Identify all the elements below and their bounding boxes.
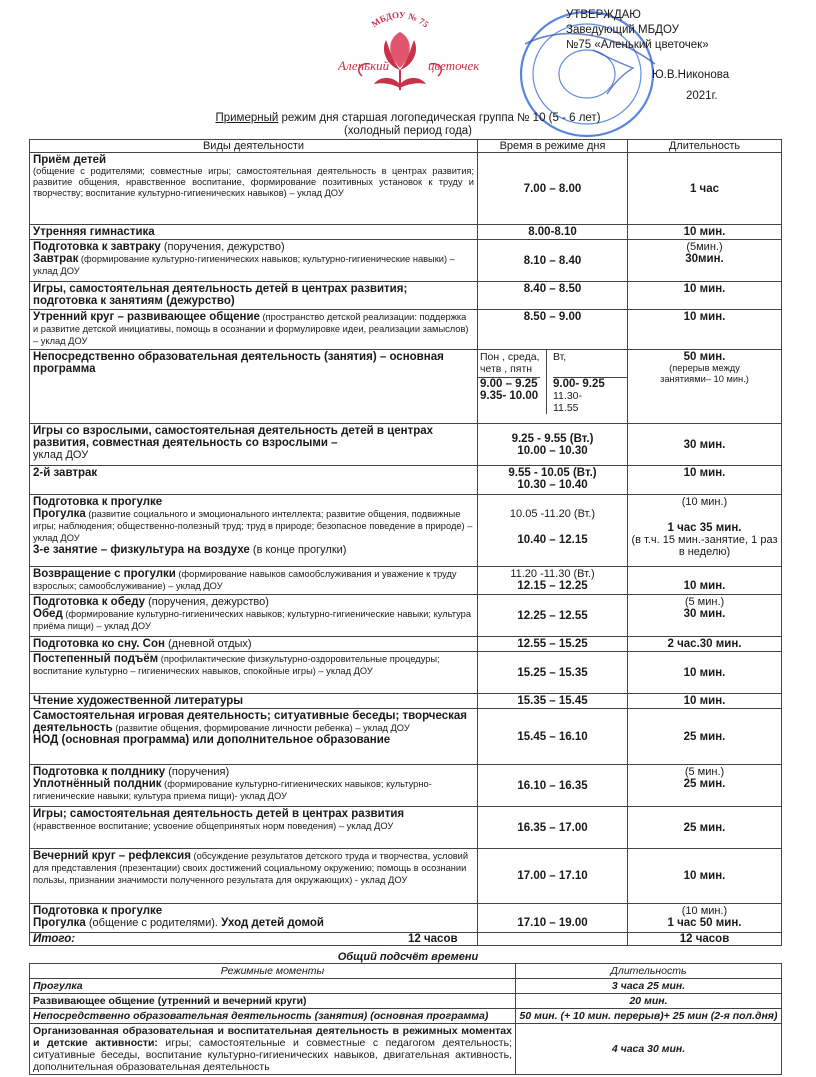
total-row xyxy=(30,933,782,946)
duration-cell: 10 мин. xyxy=(628,466,782,495)
time-cell: 8.50 – 9.00 xyxy=(478,310,628,350)
approval-position: Заведующий МБДОУ xyxy=(566,24,679,36)
activity-cell: Утренний круг – развивающее общение (пространство детской реализации: поддержка и развитие детской инициативы, помощь в осознании и формулировке идеи, реализации замыслов) – уклад ДОУ xyxy=(30,310,478,350)
duration-cell: 1 час xyxy=(628,153,782,225)
duration-cell: (5 мин.) 25 мин. xyxy=(628,765,782,807)
activity-cell: 2-й завтрак xyxy=(30,466,478,495)
duration-cell: 25 мин. xyxy=(628,709,782,765)
summary-header-row xyxy=(30,964,782,979)
table-row xyxy=(30,567,782,595)
document-subtitle: (холодный период года) xyxy=(343,125,473,137)
time-cell: 15.45 – 16.10 xyxy=(478,709,628,765)
days-group-b: Вт, xyxy=(553,350,627,378)
lesson-time: 9.00 – 9.25 xyxy=(480,378,538,390)
time-cell: 15.35 – 15.45 xyxy=(478,694,628,709)
table-row xyxy=(30,904,782,933)
duration-cell: 10 мин. xyxy=(628,310,782,350)
table-row xyxy=(30,310,782,350)
time-cell xyxy=(478,350,628,424)
duration-cell: 10 мин. xyxy=(628,849,782,904)
duration-cell: 25 мин. xyxy=(628,807,782,849)
time-cell: 16.10 – 16.35 xyxy=(478,765,628,807)
approval-org: №75 «Аленький цветочек» xyxy=(566,39,709,51)
lesson-time: 11.55 xyxy=(553,402,579,414)
lesson-time: 9.35- 10.00 xyxy=(480,390,539,402)
table-row xyxy=(30,240,782,282)
activity-cell: Приём детей (общение с родителями; совместные игры; самостоятельная деятельность в центрах развития; развитие общения, нравственное воспитание, формирование позитивных установок к труду и творчеству; воспитание культурно-гигиенических навыков) – уклад ДОУ xyxy=(30,153,478,225)
activity-cell: Возвращение с прогулки (формирование навыков самообслуживания и уважение к труду взрослых; самообслуживание) – уклад ДОУ xyxy=(30,567,478,595)
table-header-row xyxy=(30,140,782,153)
summary-title: Общий подсчёт времени xyxy=(337,951,479,963)
header-duration: Длительность xyxy=(628,140,782,153)
table-row xyxy=(30,153,782,225)
time-cell: 17.00 – 17.10 xyxy=(478,849,628,904)
duration-cell: 10 мин. xyxy=(628,567,782,595)
time-cell: 7.00 – 8.00 xyxy=(478,153,628,225)
time-cell: 8.40 – 8.50 xyxy=(478,282,628,310)
duration-cell: 10 мин. xyxy=(628,694,782,709)
duration-cell: 10 мин. xyxy=(628,225,782,240)
schedule-table xyxy=(29,139,782,946)
summary-header-moments: Режимные моменты xyxy=(30,964,516,979)
table-row xyxy=(30,765,782,807)
table-row xyxy=(30,466,782,495)
svg-text:цветочек: цветочек xyxy=(428,58,480,73)
time-cell: 9.25 - 9.55 (Вт.) 10.00 – 10.30 xyxy=(478,424,628,466)
activity-cell: Подготовка к прогулке Прогулка (общение с родителями). Уход детей домой xyxy=(30,904,478,933)
time-cell: 15.25 – 15.35 xyxy=(478,652,628,694)
table-row xyxy=(30,282,782,310)
table-row xyxy=(30,225,782,240)
total-time: 12 часов xyxy=(408,933,458,945)
activity-cell: Подготовка ко сну. Сон (дневной отдых) xyxy=(30,637,478,652)
duration-cell: (5 мин.) 30 мин. xyxy=(628,595,782,637)
activity-cell: Игры, самостоятельная деятельность детей в центрах развития; подготовка к занятиям (дежурство) xyxy=(30,282,478,310)
total-duration: 12 часов xyxy=(628,933,782,946)
activity-cell: Непосредственно образовательная деятельность (занятия) – основная программа xyxy=(30,350,478,424)
svg-text:Аленький: Аленький xyxy=(338,58,390,73)
duration-cell: 10 мин. xyxy=(628,282,782,310)
table-row xyxy=(30,637,782,652)
activity-cell: Постепенный подъём (профилактические физкультурно-оздоровительные процедуры; воспитание культурно – гигиенических навыков, спокойные игры) – уклад ДОУ xyxy=(30,652,478,694)
days-group-a: Пон , среда, четв , пятн xyxy=(478,350,540,378)
table-row xyxy=(30,849,782,904)
activity-cell: Игры со взрослыми, самостоятельная деятельность детей в центрах развития, совместная деятельность со взрослыми – уклад ДОУ xyxy=(30,424,478,466)
summary-row: Организованная образовательная и воспитательная деятельность в режимных моментах и детские активности: игры; самостоятельные и совместные с педагогом деятельность; ситуативные беседы, воспитание культурно-гигиенических навыков, двигательная активность, дополнительная образовательная деятельность 4 часа 30 мин. xyxy=(30,1024,782,1075)
time-cell: 9.55 - 10.05 (Вт.) 10.30 – 10.40 xyxy=(478,466,628,495)
activity-cell: Подготовка к прогулке Прогулка (развитие социального и эмоционального интеллекта; развитие общения, подвижные игры; наблюдения; общественно-полезный труд; труд в природе; безопасное поведение в природе) – уклад ДОУ 3-е занятие – физкультура на воздухе (в конце прогулки) xyxy=(30,495,478,567)
duration-cell: 30 мин. xyxy=(628,424,782,466)
approval-signature: Ю.В.Никонова xyxy=(652,69,730,81)
time-cell: 17.10 – 19.00 xyxy=(478,904,628,933)
activity-cell: Утренняя гимнастика xyxy=(30,225,478,240)
lesson-times-table xyxy=(478,350,627,414)
summary-row: Прогулка 3 часа 25 мин. xyxy=(30,979,782,994)
time-cell: 12.25 – 12.55 xyxy=(478,595,628,637)
table-row xyxy=(30,595,782,637)
summary-header-duration: Длительность xyxy=(516,964,782,979)
activity-cell: Игры; самостоятельная деятельность детей в центрах развития (нравственное воспитание; усвоение общепринятых норм поведения) – уклад ДОУ xyxy=(30,807,478,849)
table-row xyxy=(30,709,782,765)
approval-block xyxy=(566,8,729,104)
table-row xyxy=(30,694,782,709)
time-cell: 11.20 -11.30 (Вт.) 12.15 – 12.25 xyxy=(478,567,628,595)
duration-cell: (10 мин.) 1 час 35 мин. (в т.ч. 15 мин.-занятие, 1 раз в неделю) xyxy=(628,495,782,567)
approval-title: УТВЕРЖДАЮ xyxy=(566,9,641,21)
summary-row: Развивающее общение (утренний и вечерний круги) 20 мин. xyxy=(30,994,782,1009)
time-cell: 12.55 – 15.25 xyxy=(478,637,628,652)
document-title: Примерный режим дня старшая логопедическая группа № 10 (5 - 6 лет) xyxy=(215,112,601,124)
table-row xyxy=(30,350,782,424)
kindergarten-logo-icon xyxy=(300,4,500,104)
duration-cell: 10 мин. xyxy=(628,652,782,694)
activity-cell: Подготовка к обеду (поручения, дежурство) Обед (формирование культурно-гигиенических навыков; культурно-гигиенические навыки; культура приёма пищи) – уклад ДОУ xyxy=(30,595,478,637)
lesson-time: 11.30- xyxy=(553,390,582,402)
activity-cell: Подготовка к полднику (поручения) Уплотнённый полдник (формирование культурно-гигиенических навыков; культурно-гигиенические навыки; культура приема пищи)- уклад ДОУ xyxy=(30,765,478,807)
time-cell: 8.10 – 8.40 xyxy=(478,240,628,282)
lesson-time: 9.00- 9.25 xyxy=(553,378,605,390)
duration-cell: 50 мин. (перерыв между занятиями– 10 мин.) xyxy=(628,350,782,424)
approval-date: 2021г. xyxy=(686,90,718,102)
header-time: Время в режиме дня xyxy=(478,140,628,153)
table-row xyxy=(30,495,782,567)
total-label: Итого: 12 часов xyxy=(30,933,478,946)
activity-cell: Подготовка к завтраку (поручения, дежурство) Завтрак (формирование культурно-гигиенических навыков; культурно-гигиенические навыки) – уклад ДОУ xyxy=(30,240,478,282)
time-cell: 10.05 -11.20 (Вт.) 10.40 – 12.15 xyxy=(478,495,628,567)
summary-row: Непосредственно образовательная деятельность (занятия) (основная программа) 50 мин. (+ 10 мин. перерыв)+ 25 мин (2-я пол.дня) xyxy=(30,1009,782,1024)
activity-cell: Самостоятельная игровая деятельность; ситуативные беседы; творческая деятельность (развитие общения, формирование личности ребенка) – уклад ДОУ НОД (основная программа) или дополнительное образование xyxy=(30,709,478,765)
time-cell: 16.35 – 17.00 xyxy=(478,807,628,849)
activity-cell: Вечерний круг – рефлексия (обсуждение результатов детского труда и творчества, условий для представления (презентации) своих достижений социальному окружению; помощь в осознании пользы, признании значимости полученного результата для окружающих) - уклад ДОУ xyxy=(30,849,478,904)
duration-cell: (5мин.) 30мин. xyxy=(628,240,782,282)
table-row xyxy=(30,807,782,849)
time-cell: 8.00-8.10 xyxy=(478,225,628,240)
duration-cell: 2 час.30 мин. xyxy=(628,637,782,652)
table-row xyxy=(30,652,782,694)
svg-text:МБДОУ № 75: МБДОУ № 75 xyxy=(369,9,431,30)
table-row xyxy=(30,424,782,466)
duration-cell: (10 мин.) 1 час 50 мин. xyxy=(628,904,782,933)
header-activity: Виды деятельности xyxy=(30,140,478,153)
activity-cell: Чтение художественной литературы xyxy=(30,694,478,709)
summary-table xyxy=(29,963,782,1075)
